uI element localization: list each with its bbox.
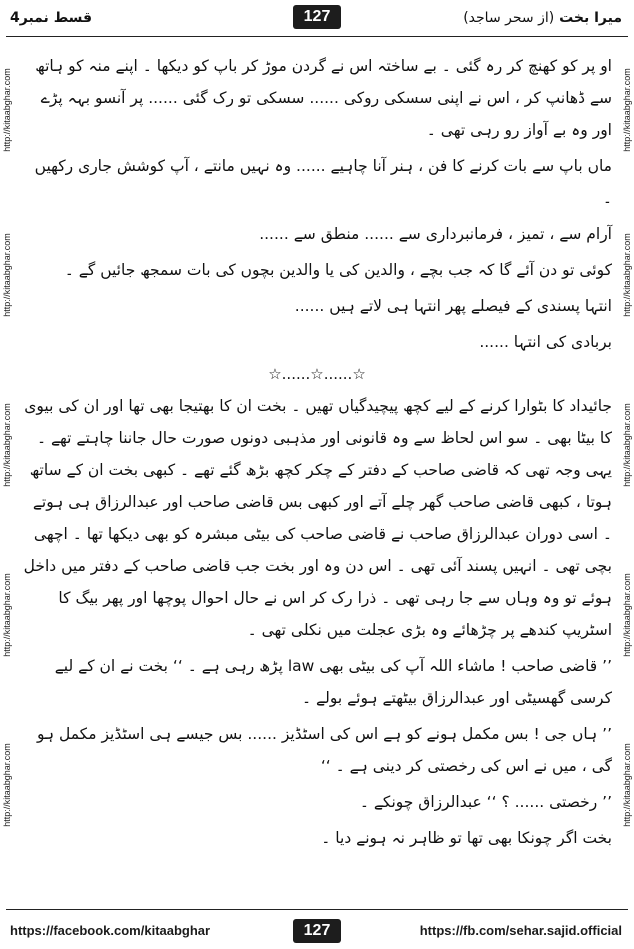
- page-header: [0, 0, 634, 40]
- side-url: http://kitaabghar.com: [622, 233, 632, 317]
- title-block: [463, 10, 622, 26]
- header-rule: [6, 36, 628, 37]
- left-margin-urls: [0, 40, 14, 910]
- paragraph: ’’ قاضی صاحب ! ماشاء اللہ آپ کی بیٹی بھی law پڑھ رہی ہے ۔ ‘‘ بخت نے ان کے لیے کرسی گھسیٹی اور عبدالرزاق بیٹھتے ہوئے بولے ۔: [54, 657, 612, 707]
- side-url: http://kitaabghar.com: [2, 403, 12, 487]
- paragraph: ماں باپ سے بات کرنے کا فن ، ہنر آنا چاہیے ...... وہ نہیں مانتے ، آپ کوشش جاری رکھیں ۔: [34, 157, 612, 207]
- paragraph: آرام سے ، تمیز ، فرمانبرداری سے ...... منطق سے ......: [259, 225, 612, 243]
- side-url: http://kitaabghar.com: [622, 403, 632, 487]
- paragraph: انتہا پسندی کے فیصلے پھر انتہا ہی لاتے ہیں ......: [294, 297, 612, 315]
- paragraph: جائیداد کا بٹوارا کرنے کے لیے کچھ پیچیدگیاں تھیں ۔ بخت ان کا بھتیجا بھی تھا اور ان کی بیوی کا بیٹا بھی ۔ سو اس لحاظ سے وہ قانونی اور مذہبی دونوں صورت حال جاننا چاہتے تھے ۔ یہی وجہ تھی کہ قاضی صاحب کے دفتر کے چکر کچھ بڑھ گئے تھے ۔ کبھی بخت ان کے ساتھ ہوتا ، کبھی قاضی صاحب گھر چلے آتے اور کبھی بس قاضی صاحب اور عبدالرزاق ہی ہوتے ۔ اسی دوران عبدالرزاق صاحب نے قاضی صاحب کی بیٹی مبشرہ کو بھی دیکھا تھا ۔ اچھی بچی تھی ۔ انہیں پسند آئی تھی ۔ اس دن وہ اور بخت جب قاضی صاحب کے دفتر میں داخل ہوئے تو وہ وہاں سے جا رہی تھی ۔ ذرا رک کر اس نے حال احوال پوچھا اور پھر بیگ کا اسٹریپ کندھے پر چڑھائے وہ بڑی عجلت میں نکلی تھی ۔: [23, 397, 612, 639]
- side-url: http://kitaabghar.com: [2, 743, 12, 827]
- page-number-top: 127: [293, 5, 341, 29]
- paragraph: ’’ رخصتی ...... ؟ ‘‘ عبدالرزاق چونکے ۔: [359, 793, 612, 811]
- paragraph: بخت اگر چونکا بھی تھا تو ظاہر نہ ہونے دیا ۔: [321, 829, 612, 847]
- side-url: http://kitaabghar.com: [622, 743, 632, 827]
- author-name: (از سحر ساجد): [463, 10, 555, 26]
- page-footer: [0, 913, 634, 949]
- book-title: میرا بخت: [559, 10, 622, 26]
- section-separator: ☆......☆......☆: [268, 365, 366, 383]
- footer-rule: [6, 909, 628, 910]
- paragraph: بربادی کی انتہا ......: [479, 333, 612, 351]
- right-margin-urls: [620, 40, 634, 910]
- side-url: http://kitaabghar.com: [622, 573, 632, 657]
- side-url: http://kitaabghar.com: [622, 68, 632, 152]
- side-url: http://kitaabghar.com: [2, 573, 12, 657]
- side-url: http://kitaabghar.com: [2, 68, 12, 152]
- episode-label: قسط نمبر4: [10, 10, 93, 26]
- paragraph: کوئی تو دن آئے گا کہ جب بچے ، والدین کی یا والدین بچوں کی بات سمجھ جائیں گے ۔: [64, 261, 612, 279]
- paragraph: ’’ ہاں جی ! بس مکمل ہونے کو ہے اس کی اسٹڈیز ...... بس جیسے ہی اسٹڈیز مکمل ہو گی ، میں نے اس کی رخصتی کر دینی ہے ۔ ‘‘: [36, 725, 612, 775]
- facebook-link-right[interactable]: https://fb.com/sehar.sajid.official: [419, 923, 622, 938]
- side-url: http://kitaabghar.com: [2, 233, 12, 317]
- paragraph: او پر کو کھنچ کر رہ گئی ۔ بے ساختہ اس نے گردن موڑ کر باپ کو دیکھا ۔ اپنے منہ کو ہاتھ سے ڈھانپ کر ، اس نے اپنی سسکی روکی ...... سسکی تو رک گئی ...... پر آنسو بہہ پڑے اور وہ بے آواز رو رہی تھی ۔: [35, 57, 612, 139]
- facebook-link-left[interactable]: https://facebook.com/kitaabghar: [10, 923, 211, 938]
- story-body: [22, 50, 612, 905]
- page-number-bottom: 127: [293, 919, 341, 943]
